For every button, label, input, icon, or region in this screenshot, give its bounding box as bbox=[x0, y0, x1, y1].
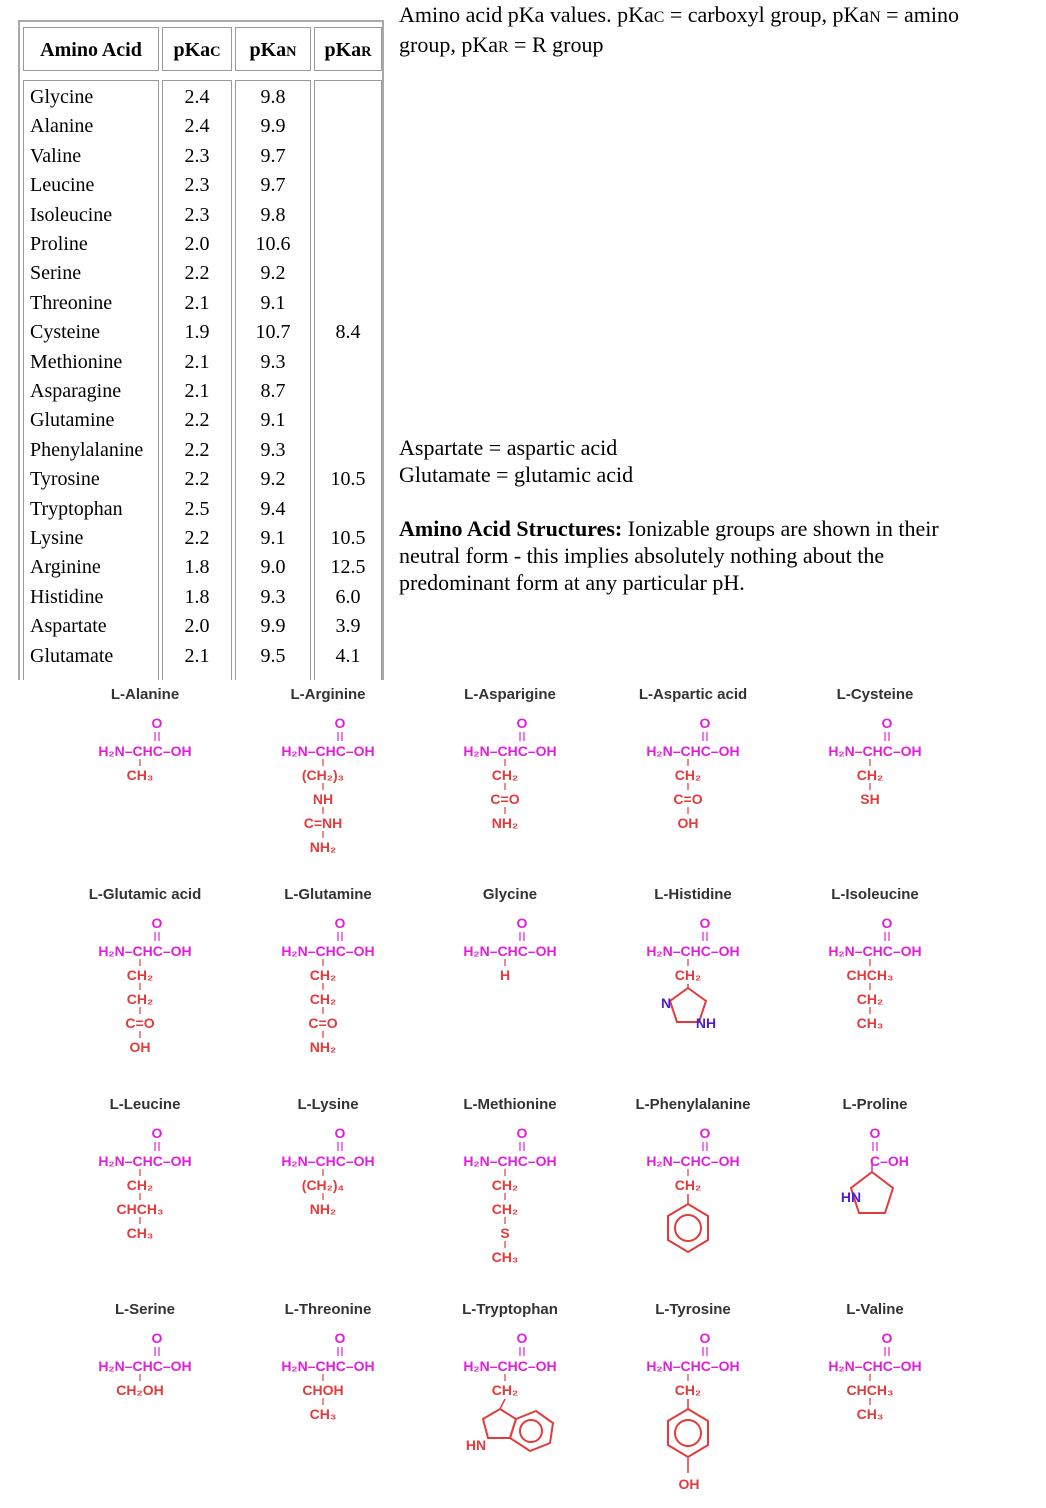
cell-pkan: 9.3 bbox=[260, 350, 286, 373]
alias-glutamate: Glutamate = glutamic acid bbox=[399, 462, 634, 487]
cell-pkac: 2.3 bbox=[184, 203, 210, 226]
structure-card bbox=[45, 880, 245, 1080]
structures-grid bbox=[0, 680, 1046, 1508]
side-chain-label: CH₂ bbox=[674, 767, 702, 783]
structure-drawing bbox=[45, 708, 245, 883]
cell-pkac: 2.2 bbox=[184, 438, 210, 461]
cell-pkar: 3.9 bbox=[335, 615, 361, 638]
structure-title: L-Lysine bbox=[297, 1096, 359, 1113]
side-chain-label: C=O bbox=[308, 1015, 338, 1031]
backbone-label: H₂N–CHC–OH bbox=[463, 943, 557, 959]
structure-title: L-Valine bbox=[846, 1301, 904, 1318]
side-chain-label: CH₂ bbox=[491, 1201, 519, 1217]
structure-drawing bbox=[410, 1323, 610, 1498]
table-row bbox=[20, 289, 382, 318]
structure-drawing bbox=[593, 1323, 793, 1498]
table-row bbox=[20, 259, 382, 288]
alias-note bbox=[399, 434, 633, 488]
cell-pkac: 2.5 bbox=[184, 497, 210, 520]
cell-pkac: 2.4 bbox=[184, 86, 210, 108]
structure-card bbox=[775, 1295, 975, 1495]
backbone-label: H₂N–CHC–OH bbox=[828, 943, 922, 959]
structure-drawing bbox=[775, 708, 975, 883]
header-pkan bbox=[235, 27, 311, 71]
cell-pkan: 8.7 bbox=[260, 380, 286, 402]
cell-name: Phenylalanine bbox=[30, 438, 144, 461]
oxygen-label: O bbox=[334, 1330, 346, 1346]
structure-drawing bbox=[228, 1118, 428, 1293]
oxygen-label: O bbox=[151, 715, 163, 731]
structure-card bbox=[45, 1295, 245, 1495]
side-chain-label: H bbox=[499, 967, 511, 983]
cell-pkan: 9.9 bbox=[260, 615, 286, 638]
side-chain-label: CH₂ bbox=[126, 967, 154, 983]
carboxyl-label: C–OH bbox=[870, 1153, 909, 1169]
cell-pkan: 9.2 bbox=[260, 262, 286, 285]
table-row bbox=[20, 406, 382, 435]
structure-card bbox=[775, 680, 975, 880]
structure-drawing bbox=[593, 708, 793, 883]
backbone-label: H₂N–CHC–OH bbox=[646, 943, 740, 959]
cell-pkan: 9.7 bbox=[260, 174, 286, 197]
structure-title: L-Tyrosine bbox=[655, 1301, 731, 1318]
structure-title: L-Arginine bbox=[290, 686, 366, 703]
structure-card bbox=[410, 1295, 610, 1495]
cell-pkan: 9.9 bbox=[260, 115, 286, 138]
side-chain-label: CH₂ bbox=[126, 1177, 154, 1193]
side-chain-label: CH₂OH bbox=[116, 1382, 164, 1398]
oxygen-label: O bbox=[881, 1330, 893, 1346]
pka-table bbox=[18, 20, 384, 680]
cell-name: Tyrosine bbox=[30, 468, 100, 491]
table-row bbox=[20, 583, 382, 612]
alias-aspartate: Aspartate = aspartic acid bbox=[399, 435, 618, 460]
structure-card bbox=[228, 880, 428, 1080]
cell-name: Arginine bbox=[30, 556, 101, 579]
backbone-label: H₂N–CHC–OH bbox=[98, 1153, 192, 1169]
cell-pkan: 9.4 bbox=[260, 497, 286, 520]
side-chain-label: (CH₂)₄ bbox=[301, 1177, 345, 1193]
cell-pkan: 9.8 bbox=[260, 86, 286, 108]
oxygen-label: O bbox=[151, 1125, 163, 1141]
side-chain-label: CH₃ bbox=[309, 1406, 337, 1422]
ring-nitrogen-label: NH bbox=[695, 1015, 717, 1031]
cell-name: Glutamine bbox=[30, 409, 115, 432]
cell-name: Threonine bbox=[30, 291, 113, 314]
table-row bbox=[20, 112, 382, 141]
side-chain-label: CH₂ bbox=[491, 1177, 519, 1193]
structure-title: L-Isoleucine bbox=[831, 886, 919, 903]
cell-name: Isoleucine bbox=[30, 203, 113, 226]
backbone-label: H₂N–CHC–OH bbox=[98, 1358, 192, 1374]
cell-pkan: 9.7 bbox=[260, 144, 286, 167]
structures-note bbox=[399, 515, 939, 596]
oxygen-label: O bbox=[881, 715, 893, 731]
side-chain-label: CH₂ bbox=[856, 991, 884, 1007]
backbone-label: H₂N–CHC–OH bbox=[828, 1358, 922, 1374]
structure-drawing bbox=[410, 1118, 610, 1293]
cell-pkan: 9.5 bbox=[260, 644, 286, 667]
cell-pkac: 2.2 bbox=[184, 262, 210, 285]
cell-pkac: 2.4 bbox=[184, 115, 210, 138]
side-chain-label: NH bbox=[312, 791, 334, 807]
ring-nitrogen-label: HN bbox=[840, 1189, 862, 1205]
structure-card bbox=[593, 1090, 793, 1290]
structure-drawing bbox=[228, 1323, 428, 1498]
table-row bbox=[20, 524, 382, 553]
side-chain-label: C=O bbox=[673, 791, 703, 807]
side-chain-label: CHOH bbox=[302, 1382, 344, 1398]
oxygen-label: O bbox=[334, 1125, 346, 1141]
backbone-label: H₂N–CHC–OH bbox=[98, 743, 192, 759]
cell-pkar: 10.5 bbox=[330, 527, 366, 549]
cell-pkac: 2.3 bbox=[184, 144, 210, 167]
table-row bbox=[20, 612, 382, 641]
side-chain-label: CH₂ bbox=[674, 1177, 702, 1193]
cell-pkan: 9.2 bbox=[260, 468, 286, 491]
side-chain-label: C=O bbox=[490, 791, 520, 807]
oxygen-label: O bbox=[334, 715, 346, 731]
structure-card bbox=[45, 680, 245, 880]
backbone-label: H₂N–CHC–OH bbox=[646, 1358, 740, 1374]
cell-pkac: 1.9 bbox=[184, 321, 210, 344]
structure-title: L-Tryptophan bbox=[462, 1301, 558, 1318]
cell-pkac: 2.2 bbox=[184, 527, 210, 549]
header-pkac bbox=[162, 27, 232, 71]
cell-pkac: 1.8 bbox=[184, 585, 210, 608]
table-row bbox=[20, 230, 382, 259]
backbone-label: H₂N–CHC–OH bbox=[646, 743, 740, 759]
table-row bbox=[20, 495, 382, 524]
cell-pkan: 10.6 bbox=[255, 233, 291, 255]
oxygen-label: O bbox=[869, 1125, 881, 1141]
side-chain-label: CHCH₃ bbox=[846, 1382, 894, 1398]
side-chain-label: CH₂ bbox=[674, 1382, 702, 1398]
side-chain-label: NH₂ bbox=[491, 815, 519, 831]
structure-title: L-Phenylalanine bbox=[635, 1096, 751, 1113]
table-row bbox=[20, 348, 382, 377]
cell-pkac: 2.1 bbox=[184, 380, 210, 402]
side-chain-label: NH₂ bbox=[309, 839, 337, 855]
side-chain-label: CHCH₃ bbox=[846, 967, 894, 983]
backbone-label: H₂N–CHC–OH bbox=[463, 1153, 557, 1169]
structures-note-line-3: predominant form at any particular pH. bbox=[399, 570, 745, 595]
side-chain-label: CH₂ bbox=[309, 991, 337, 1007]
cell-pkan: 9.1 bbox=[260, 291, 286, 314]
oxygen-label: O bbox=[151, 1330, 163, 1346]
header-amino-acid: Amino Acid bbox=[23, 27, 159, 71]
structure-title: L-Alanine bbox=[110, 686, 180, 703]
oxygen-label: O bbox=[151, 915, 163, 931]
structure-title: Glycine bbox=[482, 886, 538, 903]
side-chain-label: CH₂ bbox=[126, 991, 154, 1007]
backbone-label: H₂N–CHC–OH bbox=[281, 1153, 375, 1169]
side-chain-label: C=NH bbox=[303, 815, 343, 831]
cell-name: Valine bbox=[30, 144, 82, 167]
structure-drawing bbox=[775, 1323, 975, 1498]
cell-name: Glycine bbox=[30, 86, 94, 108]
structures-note-line-1: Ionizable groups are shown in their bbox=[622, 516, 939, 541]
header-pkar bbox=[314, 27, 382, 71]
cell-pkac: 1.8 bbox=[184, 556, 210, 579]
table-row bbox=[20, 553, 382, 582]
structure-drawing bbox=[593, 908, 793, 1083]
cell-name: Lysine bbox=[30, 527, 84, 549]
backbone-label: H₂N–CHC–OH bbox=[281, 943, 375, 959]
oxygen-label: O bbox=[699, 1125, 711, 1141]
cell-pkac: 2.2 bbox=[184, 409, 210, 432]
cell-name: Asparagine bbox=[30, 380, 122, 402]
side-chain-label: OH bbox=[677, 815, 699, 831]
structure-drawing bbox=[775, 1118, 975, 1293]
structure-title: L-Serine bbox=[114, 1301, 175, 1318]
side-chain-label: C=O bbox=[125, 1015, 155, 1031]
table-row bbox=[20, 318, 382, 347]
structure-title: L-Methionine bbox=[463, 1096, 557, 1113]
cell-name: Methionine bbox=[30, 350, 123, 373]
oxygen-label: O bbox=[516, 915, 528, 931]
structure-card bbox=[593, 1295, 793, 1495]
side-chain-label: CH₂ bbox=[309, 967, 337, 983]
structure-drawing bbox=[228, 708, 428, 883]
cell-name: Cysteine bbox=[30, 321, 100, 344]
structure-drawing bbox=[410, 908, 610, 1083]
ring-substituent-label: OH bbox=[678, 1476, 700, 1492]
side-chain-label: NH₂ bbox=[309, 1039, 337, 1055]
cell-pkac: 2.3 bbox=[184, 174, 210, 197]
structure-title: L-Histidine bbox=[654, 886, 732, 903]
backbone-label: H₂N–CHC–OH bbox=[646, 1153, 740, 1169]
structure-card bbox=[228, 1090, 428, 1290]
ring-nitrogen-label: HN bbox=[465, 1437, 487, 1453]
cell-pkar: 4.1 bbox=[335, 644, 361, 667]
structure-drawing bbox=[410, 708, 610, 883]
table-row bbox=[20, 201, 382, 230]
table-row bbox=[20, 142, 382, 171]
structure-card bbox=[775, 1090, 975, 1290]
table-row bbox=[20, 171, 382, 200]
side-chain-label: CHCH₃ bbox=[116, 1201, 164, 1217]
structure-drawing bbox=[45, 1323, 245, 1498]
caption-line-1: Amino acid pKa values. pKaC = carboxyl group, pKaN = amino bbox=[399, 2, 960, 27]
structures-note-line-2: neutral form - this implies absolutely nothing about the bbox=[399, 543, 885, 568]
caption-line-2: group, pKaR = R group bbox=[399, 32, 604, 57]
header-pkan-text: pKaN bbox=[249, 39, 297, 61]
table-row bbox=[20, 465, 382, 494]
structure-title: L-Glutamine bbox=[284, 886, 372, 903]
cell-pkac: 2.0 bbox=[184, 233, 210, 255]
table-row bbox=[20, 642, 382, 671]
structure-card bbox=[228, 680, 428, 880]
cell-name: Glutamate bbox=[30, 644, 114, 667]
side-chain-label: OH bbox=[129, 1039, 151, 1055]
cell-pkac: 2.2 bbox=[184, 468, 210, 491]
cell-pkan: 9.1 bbox=[260, 527, 286, 549]
oxygen-label: O bbox=[334, 915, 346, 931]
structure-drawing bbox=[228, 908, 428, 1083]
structure-card bbox=[45, 1090, 245, 1290]
structure-title: L-Asparigine bbox=[464, 686, 556, 703]
structure-title: L-Cysteine bbox=[836, 686, 914, 703]
structure-title: L-Glutamic acid bbox=[88, 886, 202, 903]
header-pkac-text: pKaC bbox=[173, 39, 221, 61]
structure-card bbox=[228, 1295, 428, 1495]
oxygen-label: O bbox=[516, 715, 528, 731]
side-chain-label: CH₃ bbox=[491, 1249, 519, 1265]
cell-pkar: 10.5 bbox=[330, 468, 366, 491]
cell-pkac: 2.1 bbox=[184, 350, 210, 373]
cell-pkar: 8.4 bbox=[335, 321, 361, 344]
cell-name: Serine bbox=[30, 262, 82, 285]
backbone-label: H₂N–CHC–OH bbox=[463, 743, 557, 759]
structure-drawing bbox=[45, 1118, 245, 1293]
backbone-label: H₂N–CHC–OH bbox=[463, 1358, 557, 1374]
structure-card bbox=[593, 680, 793, 880]
structure-title: L-Aspartic acid bbox=[638, 686, 748, 703]
side-chain-label: NH₂ bbox=[309, 1201, 337, 1217]
backbone-label: H₂N–CHC–OH bbox=[828, 743, 922, 759]
side-chain-label: S bbox=[500, 1225, 510, 1241]
cell-pkar: 6.0 bbox=[335, 585, 361, 608]
cell-pkac: 2.1 bbox=[184, 291, 210, 314]
structure-card bbox=[410, 1090, 610, 1290]
structure-drawing bbox=[593, 1118, 793, 1293]
oxygen-label: O bbox=[699, 915, 711, 931]
structure-title: L-Threonine bbox=[284, 1301, 372, 1318]
side-chain-label: CH₃ bbox=[126, 767, 154, 783]
side-chain-label: CH₂ bbox=[856, 767, 884, 783]
pka-caption bbox=[399, 1, 959, 61]
side-chain-label: CH₃ bbox=[856, 1406, 884, 1422]
structures-note-heading: Amino Acid Structures: bbox=[399, 516, 623, 541]
cell-name: Alanine bbox=[30, 115, 94, 138]
oxygen-label: O bbox=[699, 715, 711, 731]
side-chain-label: CH₃ bbox=[856, 1015, 884, 1031]
side-chain-label: SH bbox=[860, 791, 880, 807]
structure-card bbox=[410, 680, 610, 880]
cell-name: Aspartate bbox=[30, 615, 107, 638]
side-chain-label: CH₃ bbox=[126, 1225, 154, 1241]
structure-card bbox=[593, 880, 793, 1080]
side-chain-label: CH₂ bbox=[674, 967, 702, 983]
header-pkar-text: pKaR bbox=[324, 39, 372, 61]
oxygen-label: O bbox=[516, 1125, 528, 1141]
cell-pkan: 10.7 bbox=[255, 321, 291, 344]
cell-pkan: 9.0 bbox=[260, 556, 286, 579]
backbone-label: H₂N–CHC–OH bbox=[98, 943, 192, 959]
side-chain-label: (CH₂)₃ bbox=[301, 767, 345, 783]
cell-name: Histidine bbox=[30, 585, 104, 608]
cell-name: Tryptophan bbox=[30, 497, 123, 520]
table-row bbox=[20, 436, 382, 465]
structure-title: L-Leucine bbox=[109, 1096, 181, 1113]
backbone-label: H₂N–CHC–OH bbox=[281, 1358, 375, 1374]
cell-pkar: 12.5 bbox=[330, 556, 366, 579]
cell-pkac: 2.1 bbox=[184, 644, 210, 667]
structure-drawing bbox=[775, 908, 975, 1083]
cell-pkan: 9.1 bbox=[260, 409, 286, 432]
cell-name: Leucine bbox=[30, 174, 95, 197]
cell-pkan: 9.3 bbox=[260, 438, 286, 461]
structure-title: L-Proline bbox=[842, 1096, 908, 1113]
cell-pkac: 2.0 bbox=[184, 615, 210, 638]
oxygen-label: O bbox=[516, 1330, 528, 1346]
table-row bbox=[20, 83, 382, 112]
cell-pkan: 9.8 bbox=[260, 203, 286, 226]
table-row bbox=[20, 377, 382, 406]
backbone-label: H₂N–CHC–OH bbox=[281, 743, 375, 759]
cell-name: Proline bbox=[30, 233, 88, 255]
side-chain-label: CH₂ bbox=[491, 767, 519, 783]
cell-pkan: 9.3 bbox=[260, 585, 286, 608]
ring-nitrogen-label: N bbox=[660, 995, 672, 1011]
side-chain-label: CH₂ bbox=[491, 1382, 519, 1398]
structure-card bbox=[410, 880, 610, 1080]
oxygen-label: O bbox=[881, 915, 893, 931]
structure-card bbox=[775, 880, 975, 1080]
structure-drawing bbox=[45, 908, 245, 1083]
oxygen-label: O bbox=[699, 1330, 711, 1346]
